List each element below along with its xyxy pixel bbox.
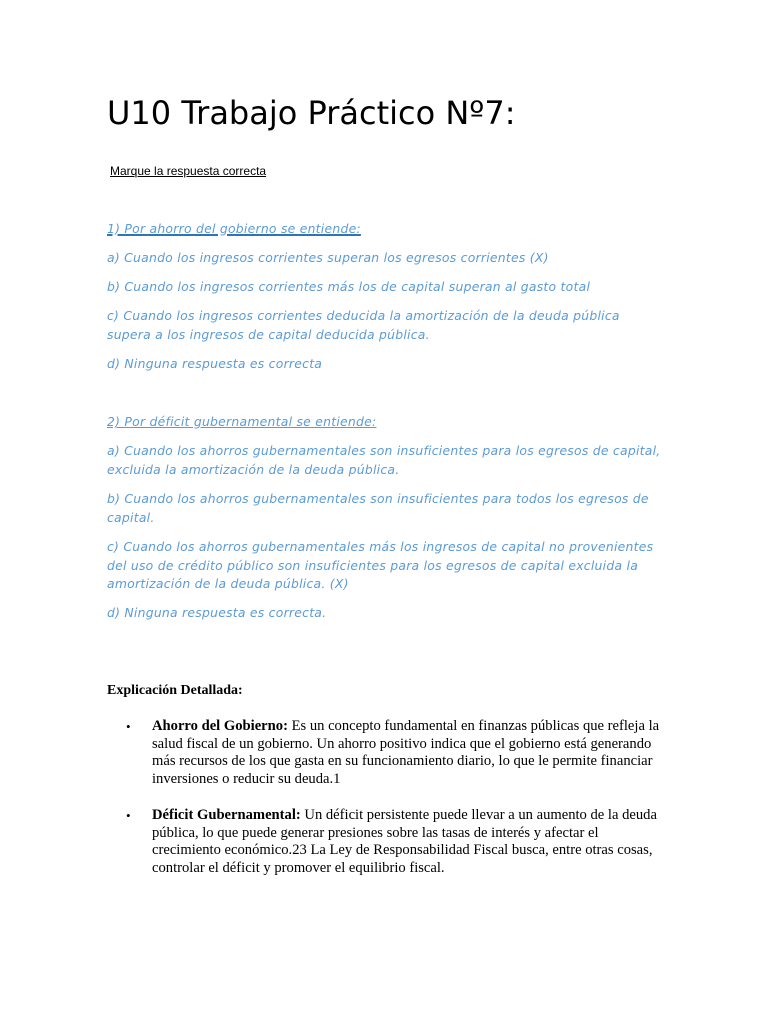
question-1-option-a: a) Cuando los ingresos corrientes superan los egresos corrientes (X) <box>107 250 549 265</box>
explanation-term: Déficit Gubernamental: <box>152 807 301 823</box>
question-2-prompt: 2) Por déficit gubernamental se entiende: <box>107 414 377 429</box>
question-2-option-a: a) Cuando los ahorros gubernamentales son insuficientes para los egresos de capital, excluida la amortización de la deuda pública. <box>107 443 661 477</box>
explanation-description: Un déficit persistente puede llevar a un aumento de la deuda pública, lo que puede generar presiones sobre las tasas de interés y afectar el crecimiento económico.23 La Ley de Responsabilidad Fiscal busca, entre otras cosas, controlar el déficit y promover el equilibrio fiscal. <box>152 807 657 876</box>
explanation-heading: Explicación Detallada: <box>107 683 243 698</box>
bullet-icon: • <box>126 719 131 734</box>
question-1-option-c: c) Cuando los ingresos corrientes deducida la amortización de la deuda pública supera a los ingresos de capital deducida pública. <box>107 308 620 342</box>
explanation-description: Es un concepto fundamental en finanzas públicas que refleja la salud fiscal de un gobierno. Un ahorro positivo indica que el gobierno está generando más recursos de los que gasta en su funcionamiento diario, lo que le permite financiar inversiones o reducir su deuda.1 <box>152 718 660 787</box>
question-2-option-d: d) Ninguna respuesta es correcta. <box>107 605 327 620</box>
question-2-option-c: c) Cuando los ahorros gubernamentales más los ingresos de capital no provenientes del uso de crédito público son insuficientes para los egresos de capital excluida la amortización de la deuda pública. (X) <box>107 539 654 591</box>
bullet-icon: • <box>126 808 131 823</box>
question-1-prompt: 1) Por ahorro del gobierno se entiende: <box>107 221 361 236</box>
question-1-option-d: d) Ninguna respuesta es correcta <box>107 356 323 371</box>
document-title: U10 Trabajo Práctico Nº7: <box>107 94 516 132</box>
question-2-option-b: b) Cuando los ahorros gubernamentales son insuficientes para todos los egresos de capital. <box>107 491 649 525</box>
explanation-term: Ahorro del Gobierno: <box>152 718 288 734</box>
question-1-option-b: b) Cuando los ingresos corrientes más los de capital superan al gasto total <box>107 279 591 294</box>
instruction-text: Marque la respuesta correcta <box>110 164 267 178</box>
